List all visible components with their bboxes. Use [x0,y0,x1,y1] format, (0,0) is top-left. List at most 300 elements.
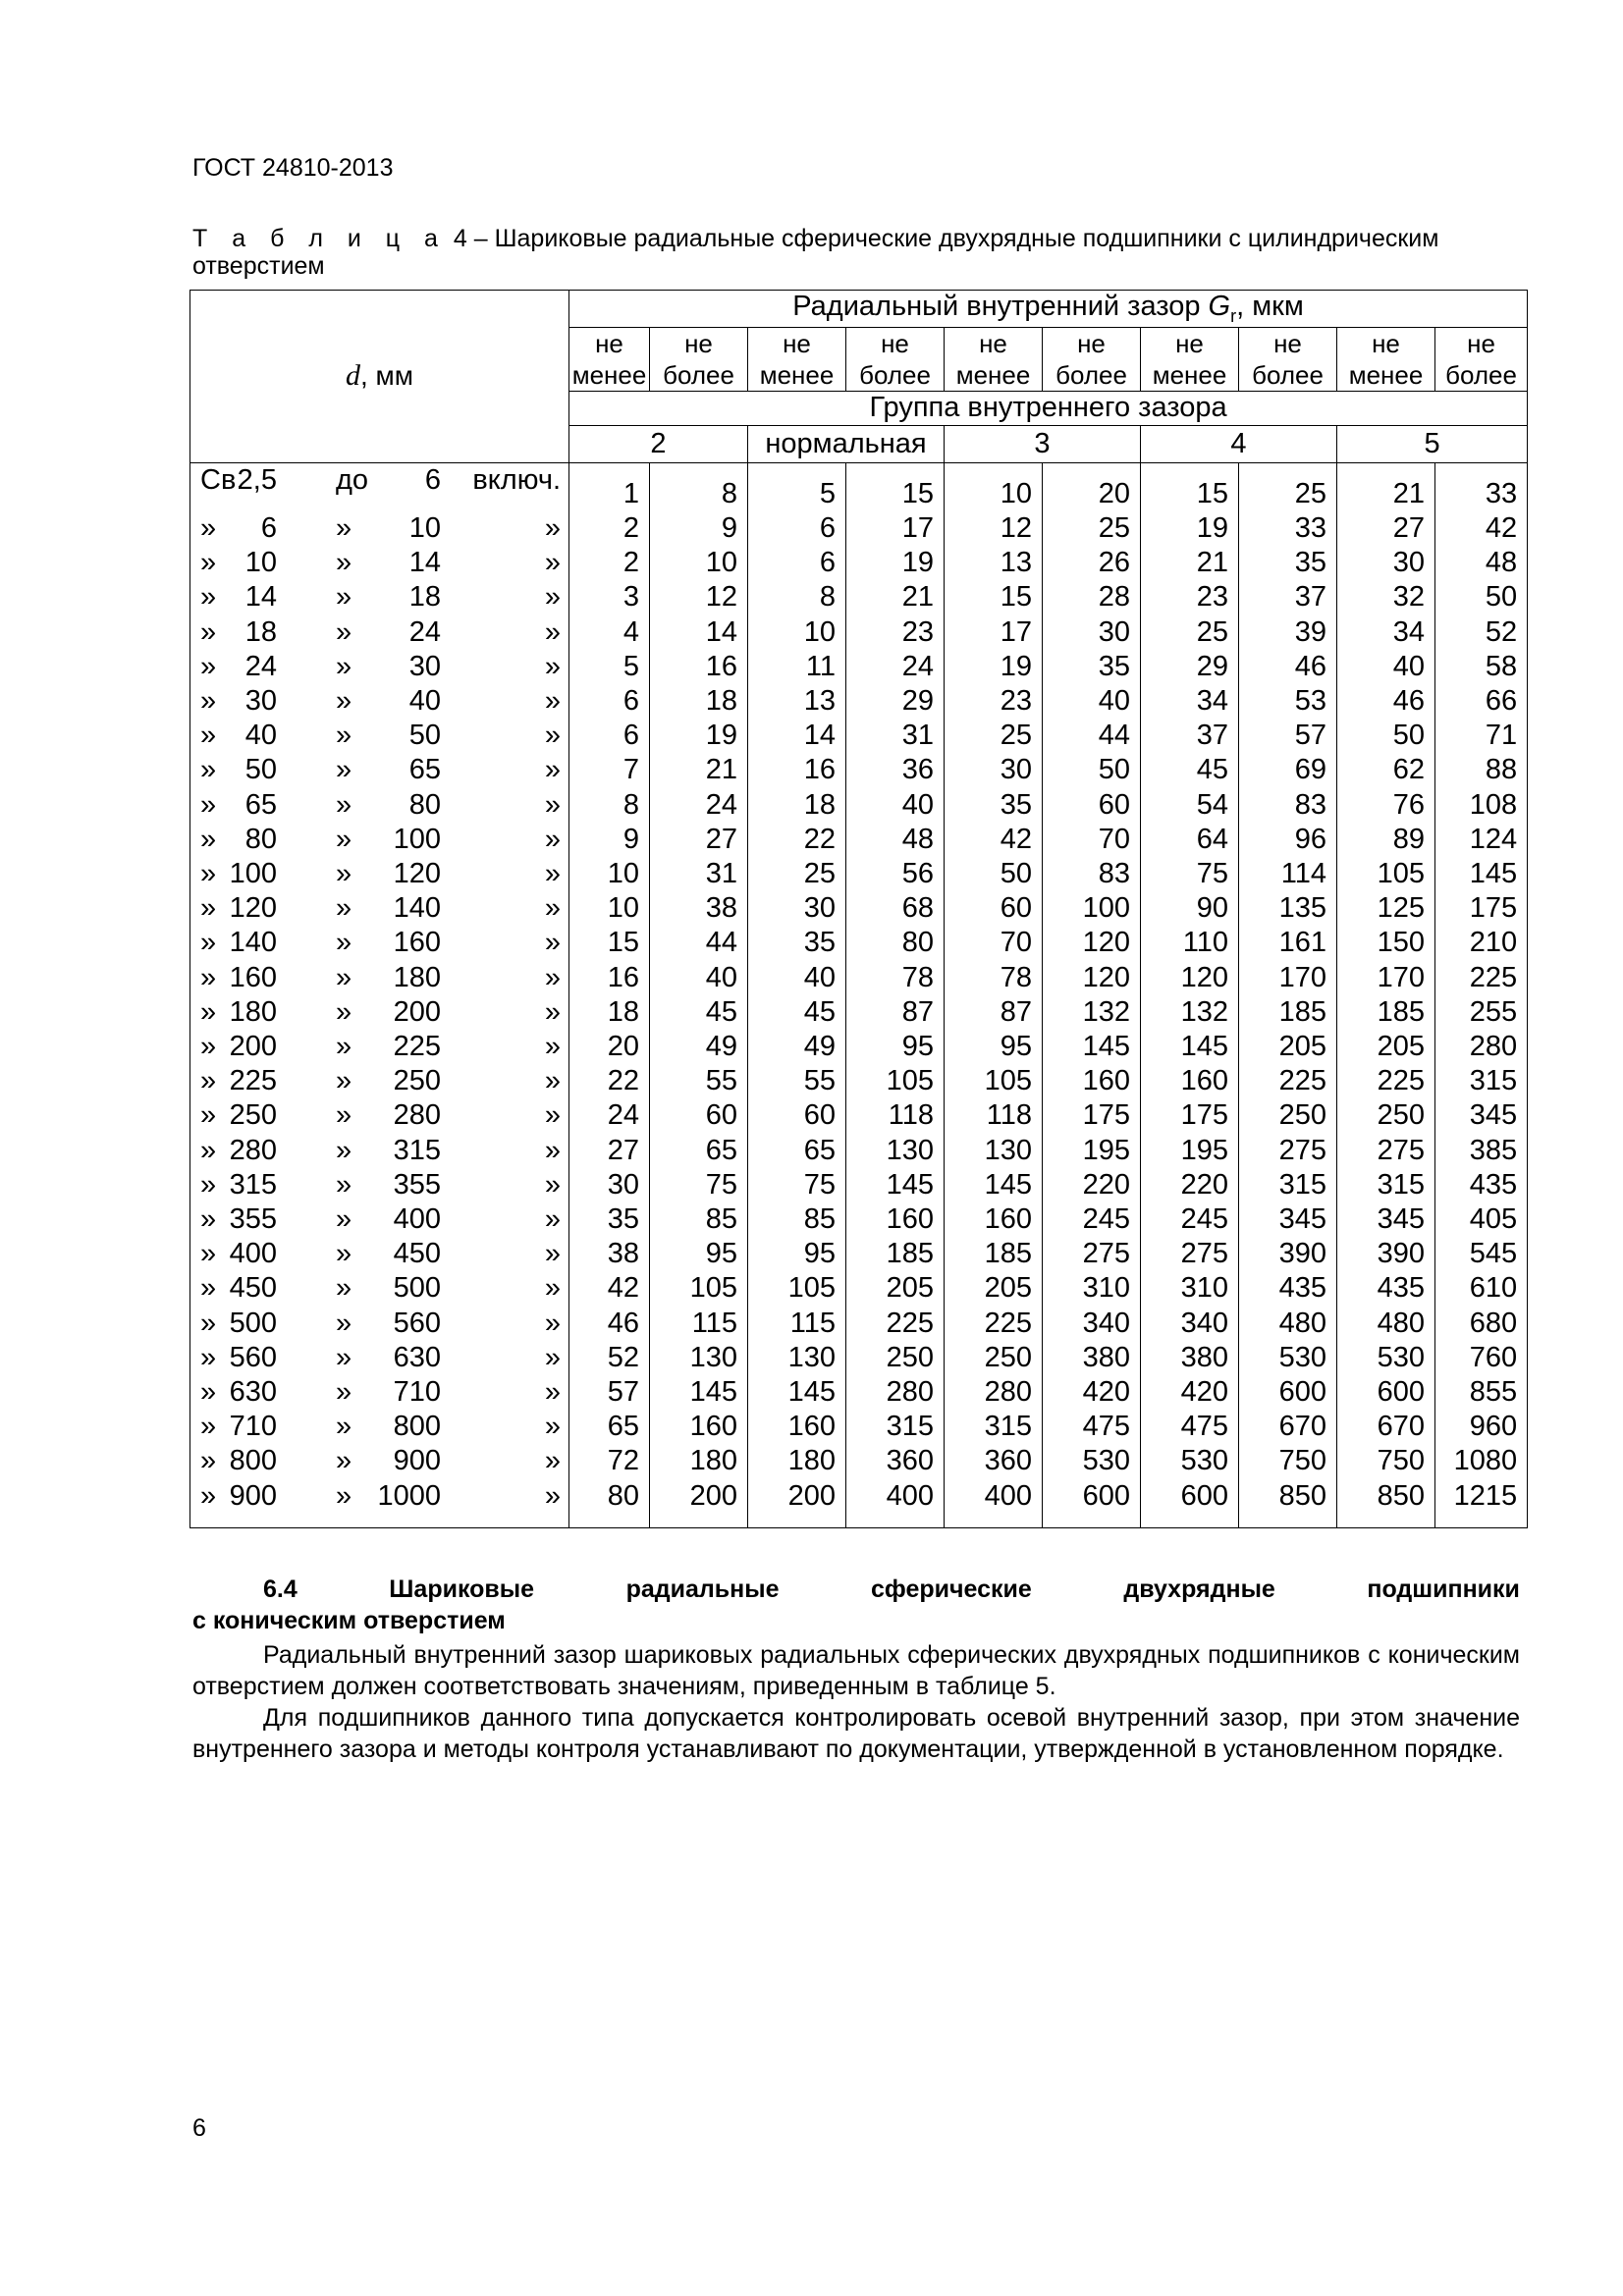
min-value-cell: 160 [1141,1064,1239,1098]
range-connector: » [336,650,352,682]
range-prefix: » [200,1376,217,1409]
min-value-cell: 9 [569,823,650,857]
min-value-cell: 30 [1337,546,1435,580]
section-heading [192,1574,1520,1636]
max-value-cell: 390 [1239,1237,1337,1271]
range-prefix: » [200,1307,217,1339]
min-value-cell: 6 [748,546,846,580]
max-value-cell: 60 [1043,788,1141,823]
range-from: 50 [244,754,277,786]
max-value-cell: 60 [650,1098,748,1133]
diameter-range-cell [190,1098,569,1133]
range-to: 14 [408,547,441,579]
min-value-cell: 25 [1141,615,1239,650]
max-value-cell: 1215 [1435,1479,1528,1528]
range-from: 630 [229,1376,277,1409]
max-value-cell: 55 [650,1064,748,1098]
max-value-cell: 161 [1239,926,1337,960]
range-from: 250 [229,1099,277,1132]
table-row [190,684,1528,719]
diameter-range-cell [190,1030,569,1064]
min-value-cell: 12 [945,511,1043,546]
range-from: 280 [229,1134,277,1166]
range-suffix: » [544,788,561,821]
min-value-cell: 245 [1141,1202,1239,1237]
min-value-cell: 220 [1141,1168,1239,1202]
range-connector: до [336,463,369,496]
range-to: 120 [393,858,441,890]
range-suffix: » [544,1272,561,1305]
min-value-cell: 10 [569,857,650,891]
max-value-cell: 250 [1239,1098,1337,1133]
diameter-range-cell [190,1134,569,1168]
table-head [190,291,1528,463]
min-value-cell: 29 [1141,650,1239,684]
diameter-range-cell [190,926,569,960]
min-value-cell: 22 [748,823,846,857]
range-from: 450 [229,1272,277,1305]
table-row [190,1479,1528,1528]
min-value-cell: 37 [1141,719,1239,753]
table-row [190,1341,1528,1375]
min-value-cell: 34 [1141,684,1239,719]
min-value-cell: 30 [569,1168,650,1202]
range-connector: » [336,961,352,993]
max-value-cell: 12 [650,580,748,614]
range-connector: » [336,1411,352,1443]
min-value-cell: 175 [1141,1098,1239,1133]
max-value-cell: 530 [1043,1444,1141,1478]
min-value-cell: 60 [748,1098,846,1133]
max-value-cell: 42 [1435,511,1528,546]
max-value-cell: 145 [1043,1030,1141,1064]
max-value-cell: 40 [1043,684,1141,719]
range-to: 10 [408,512,441,544]
max-value-cell: 850 [1239,1479,1337,1528]
min-header: не менее [748,327,846,391]
min-header: не менее [569,327,650,391]
max-value-cell: 345 [1239,1202,1337,1237]
table-row [190,1030,1528,1064]
max-value-cell: 8 [650,462,748,511]
max-value-cell: 48 [846,823,945,857]
diameter-range-cell [190,462,569,511]
range-suffix: » [544,1376,561,1409]
min-value-cell: 11 [748,650,846,684]
max-value-cell: 160 [846,1202,945,1237]
diameter-range-cell [190,1202,569,1237]
min-value-cell: 42 [945,823,1043,857]
range-connector: » [336,823,352,855]
range-suffix: » [544,961,561,993]
range-prefix: » [200,754,217,786]
max-value-cell: 220 [1043,1168,1141,1202]
range-prefix: » [200,720,217,752]
table-row [190,788,1528,823]
max-value-cell: 10 [650,546,748,580]
max-value-cell: 66 [1435,684,1528,719]
min-value-cell: 45 [1141,753,1239,787]
range-from: 40 [244,720,277,752]
min-value-cell: 76 [1337,788,1435,823]
max-value-cell: 275 [1239,1134,1337,1168]
max-value-cell: 250 [846,1341,945,1375]
range-connector: » [336,685,352,718]
clearance-title-text: Радиальный внутренний зазор [792,291,1209,322]
max-value-cell: 35 [1043,650,1141,684]
min-value-cell: 87 [945,995,1043,1030]
range-to: 30 [408,650,441,682]
range-from: 14 [244,581,277,614]
max-value-cell: 65 [650,1134,748,1168]
range-connector: » [336,995,352,1028]
table-row [190,1307,1528,1341]
max-value-cell: 225 [1239,1064,1337,1098]
max-value-cell: 145 [1435,857,1528,891]
max-value-cell: 50 [1435,580,1528,614]
min-value-cell: 35 [748,926,846,960]
range-to: 710 [393,1376,441,1409]
diameter-range-cell [190,1444,569,1478]
min-value-cell: 160 [945,1202,1043,1237]
range-from: 24 [244,650,277,682]
paragraph-1: Радиальный внутренний зазор шариковых радиальных сферических двухрядных подшипников с коническим отверстием должен соответствовать значениям, приведенным в таблице 5. [192,1641,1520,1700]
min-value-cell: 50 [945,857,1043,891]
min-value-cell: 8 [748,580,846,614]
max-value-cell: 200 [650,1479,748,1528]
range-from: 120 [229,892,277,925]
range-connector: » [336,1203,352,1236]
max-value-cell: 29 [846,684,945,719]
range-connector: » [336,927,352,959]
min-value-cell: 27 [1337,511,1435,546]
max-value-cell: 44 [650,926,748,960]
range-prefix: » [200,1272,217,1305]
caption-text: 4 – Шариковые радиальные сферические двухрядные подшипники с цилиндрическим отверстием [192,225,1439,280]
section-title-word: Шариковые [389,1575,535,1603]
min-value-cell: 6 [569,719,650,753]
max-value-cell: 315 [1435,1064,1528,1098]
table-row [190,511,1528,546]
range-prefix: » [200,788,217,821]
min-value-cell: 390 [1337,1237,1435,1271]
min-value-cell: 3 [569,580,650,614]
table-row [190,995,1528,1030]
max-value-cell: 175 [1435,891,1528,926]
max-value-cell: 33 [1239,511,1337,546]
diameter-range-cell [190,823,569,857]
min-header: не менее [1141,327,1239,391]
max-value-cell: 114 [1239,857,1337,891]
min-value-cell: 400 [945,1479,1043,1528]
max-value-cell: 68 [846,891,945,926]
range-from: 30 [244,685,277,718]
range-to: 24 [408,615,441,648]
range-to: 315 [393,1134,441,1166]
min-value-cell: 65 [569,1410,650,1444]
range-from: 225 [229,1065,277,1097]
section-heading-line2: с коническим отверстием [192,1607,506,1634]
range-suffix: » [544,995,561,1028]
max-value-cell: 44 [1043,719,1141,753]
max-value-cell: 345 [1435,1098,1528,1133]
max-value-cell: 23 [846,615,945,650]
min-value-cell: 54 [1141,788,1239,823]
max-value-cell: 52 [1435,615,1528,650]
max-value-cell: 87 [846,995,945,1030]
min-value-cell: 10 [945,462,1043,511]
range-prefix: » [200,650,217,682]
diameter-range-cell [190,753,569,787]
range-connector: » [336,1099,352,1132]
min-value-cell: 180 [748,1444,846,1478]
range-from: 10 [244,547,277,579]
min-value-cell: 13 [748,684,846,719]
range-suffix: включ. [472,463,561,496]
min-value-cell: 95 [748,1237,846,1271]
table-row [190,580,1528,614]
range-from: 500 [229,1307,277,1339]
max-value-cell: 31 [846,719,945,753]
range-suffix: » [544,650,561,682]
range-to: 1000 [377,1479,441,1512]
min-value-cell: 118 [945,1098,1043,1133]
min-value-cell: 145 [1141,1030,1239,1064]
min-value-cell: 2 [569,511,650,546]
min-value-cell: 15 [1141,462,1239,511]
min-value-cell: 89 [1337,823,1435,857]
min-value-cell: 435 [1337,1271,1435,1306]
max-header: не более [1435,327,1528,391]
max-value-cell: 105 [846,1064,945,1098]
table-row [190,546,1528,580]
max-value-cell: 21 [846,580,945,614]
max-value-cell: 25 [1043,511,1141,546]
max-value-cell: 132 [1043,995,1141,1030]
min-value-cell: 420 [1141,1375,1239,1410]
max-value-cell: 960 [1435,1410,1528,1444]
min-value-cell: 105 [1337,857,1435,891]
max-value-cell: 100 [1043,891,1141,926]
min-value-cell: 5 [748,462,846,511]
max-value-cell: 46 [1239,650,1337,684]
max-value-cell: 115 [650,1307,748,1341]
range-prefix: » [200,892,217,925]
min-value-cell: 16 [748,753,846,787]
max-value-cell: 310 [1043,1271,1141,1306]
min-value-cell: 49 [748,1030,846,1064]
table-body [190,462,1528,1527]
min-value-cell: 345 [1337,1202,1435,1237]
min-value-cell: 850 [1337,1479,1435,1528]
max-value-cell: 28 [1043,580,1141,614]
max-value-cell: 48 [1435,546,1528,580]
max-value-cell: 40 [650,961,748,995]
range-prefix: » [200,1238,217,1270]
max-value-cell: 255 [1435,995,1528,1030]
table-row [190,823,1528,857]
min-value-cell: 250 [1337,1098,1435,1133]
diameter-range-cell [190,580,569,614]
max-header: не более [1239,327,1337,391]
clearance-unit: , мкм [1236,291,1304,322]
paragraph-2: Для подшипников данного типа допускается контролировать осевой внутренний зазор, при этом значение внутреннего зазора и методы контроля устанавливают по документации, утвержденной в установленном порядке. [192,1704,1520,1763]
max-value-cell: 225 [1435,961,1528,995]
max-value-cell: 71 [1435,719,1528,753]
min-value-cell: 75 [1141,857,1239,891]
max-value-cell: 180 [650,1444,748,1478]
diameter-range-cell [190,615,569,650]
min-value-cell: 65 [748,1134,846,1168]
range-connector: » [336,892,352,925]
range-prefix: » [200,858,217,890]
min-value-cell: 14 [748,719,846,753]
min-value-cell: 13 [945,546,1043,580]
min-value-cell: 125 [1337,891,1435,926]
min-value-cell: 21 [1141,546,1239,580]
range-to: 6 [424,463,441,496]
range-connector: » [336,754,352,786]
document-id: ГОСТ 24810-2013 [192,154,394,182]
min-value-cell: 530 [1337,1341,1435,1375]
range-prefix: » [200,1099,217,1132]
max-value-cell: 280 [846,1375,945,1410]
table-row [190,462,1528,511]
min-value-cell: 64 [1141,823,1239,857]
range-suffix: » [544,823,561,855]
range-connector: » [336,1134,352,1166]
group-label: 2 [569,425,748,462]
diameter-range-cell [190,1479,569,1528]
range-from: 65 [244,788,277,821]
section-title-word: сферические [871,1575,1032,1603]
diameter-range-cell [190,891,569,926]
max-value-cell: 175 [1043,1098,1141,1133]
min-value-cell: 340 [1141,1307,1239,1341]
diameter-range-cell [190,546,569,580]
range-from: 560 [229,1341,277,1373]
max-value-cell: 78 [846,961,945,995]
diameter-range-cell [190,1410,569,1444]
section-number: 6.4 [263,1575,298,1603]
min-value-cell: 18 [569,995,650,1030]
max-value-cell: 118 [846,1098,945,1133]
range-from: 355 [229,1203,277,1236]
range-suffix: » [544,892,561,925]
range-suffix: » [544,1341,561,1373]
max-value-cell: 95 [650,1237,748,1271]
range-suffix: » [544,1065,561,1097]
range-to: 280 [393,1099,441,1132]
range-connector: » [336,1168,352,1201]
range-to: 355 [393,1168,441,1201]
min-value-cell: 275 [1141,1237,1239,1271]
range-connector: » [336,1445,352,1477]
d-symbol: d [345,359,360,393]
range-connector: » [336,615,352,648]
range-from: 180 [229,995,277,1028]
caption-prefix: Т а б л и ц а [192,225,447,252]
min-header: не менее [945,327,1043,391]
max-value-cell: 18 [650,684,748,719]
max-value-cell: 26 [1043,546,1141,580]
range-to: 80 [408,788,441,821]
range-suffix: » [544,927,561,959]
range-connector: » [336,581,352,614]
min-header: не менее [1337,327,1435,391]
min-value-cell: 75 [748,1168,846,1202]
diameter-range-cell [190,1375,569,1410]
range-suffix: » [544,1411,561,1443]
range-from: 6 [260,512,277,544]
d-column-header [190,291,569,463]
max-value-cell: 275 [1043,1237,1141,1271]
min-value-cell: 600 [1337,1375,1435,1410]
min-value-cell: 70 [945,926,1043,960]
range-suffix: » [544,1307,561,1339]
min-value-cell: 225 [1337,1064,1435,1098]
min-value-cell: 475 [1141,1410,1239,1444]
group-label: 5 [1337,425,1528,462]
max-value-cell: 21 [650,753,748,787]
range-prefix: » [200,1134,217,1166]
range-from: 18 [244,615,277,648]
table-row [190,961,1528,995]
range-from: 710 [229,1411,277,1443]
max-value-cell: 405 [1435,1202,1528,1237]
range-connector: » [336,1341,352,1373]
range-suffix: » [544,1031,561,1063]
min-value-cell: 18 [748,788,846,823]
max-value-cell: 210 [1435,926,1528,960]
max-value-cell: 15 [846,462,945,511]
max-value-cell: 195 [1043,1134,1141,1168]
range-suffix: » [544,858,561,890]
table-row [190,650,1528,684]
min-value-cell: 200 [748,1479,846,1528]
max-value-cell: 145 [846,1168,945,1202]
max-value-cell: 120 [1043,961,1141,995]
range-to: 900 [393,1445,441,1477]
min-value-cell: 1 [569,462,650,511]
range-from: 315 [229,1168,277,1201]
range-suffix: » [544,1099,561,1132]
max-value-cell: 25 [1239,462,1337,511]
range-to: 500 [393,1272,441,1305]
range-to: 450 [393,1238,441,1270]
max-value-cell: 170 [1239,961,1337,995]
section-title-word: двухрядные [1123,1575,1275,1603]
range-connector: » [336,788,352,821]
table-row [190,1168,1528,1202]
max-value-cell: 760 [1435,1341,1528,1375]
range-connector: » [336,512,352,544]
range-from: 160 [229,961,277,993]
range-suffix: » [544,1238,561,1270]
table-row [190,615,1528,650]
min-value-cell: 16 [569,961,650,995]
section-heading-line1 [192,1574,1520,1605]
range-suffix: » [544,1203,561,1236]
max-value-cell: 49 [650,1030,748,1064]
table-row [190,1271,1528,1306]
max-value-cell: 205 [1239,1030,1337,1064]
max-value-cell: 57 [1239,719,1337,753]
max-value-cell: 124 [1435,823,1528,857]
max-value-cell: 33 [1435,462,1528,511]
range-to: 65 [408,754,441,786]
range-prefix: » [200,823,217,855]
